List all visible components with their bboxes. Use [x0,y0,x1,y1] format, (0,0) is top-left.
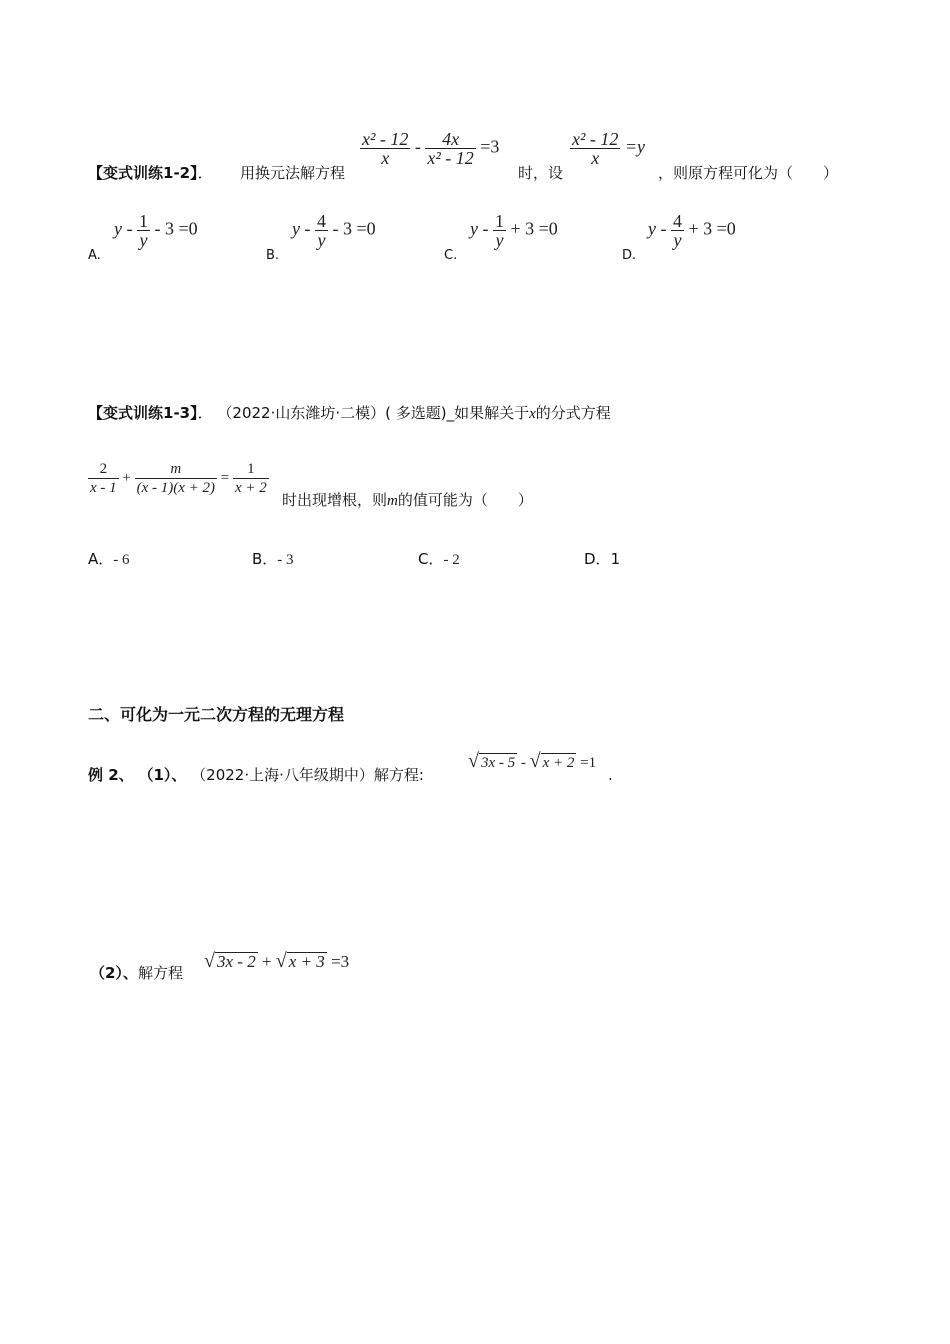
q12-intro: 用换元法解方程 [240,164,346,182]
q12-substitution: $\frac{\text{x² - 12}}{x}$ =y [572,129,646,168]
q13-option-d[interactable]: D．1 [584,550,621,568]
q13-heading: 【变式训练1-3】． （2022·山东潍坊·二模）( 多选题)_如果解关于x的分式方程 [88,404,611,422]
ex2b-heading: （2）、解方程 [90,964,183,982]
ex2b-equation: √ 3x - 2 + √ x + 3 =3 [204,950,350,972]
q12-label: 【变式训练1-2】． [88,164,213,182]
q13-intro: （2022·山东潍坊·二模）( 多选题)_如果解关于 [217,404,530,422]
q12-options: A. y - $\frac{1}{y}$ - 3 =0 B. y - $\frac{4}{y}$ - 3 =0 C. y - $\frac{1}{y}$ + 3 =0 D. y - $\frac{4}{y}$ + 3 =0 [88,211,736,263]
q13-option-a[interactable]: A．- 6 [88,550,130,568]
q13-option-c[interactable]: C．- 2 [418,550,460,568]
q12-mid: 时，设 [518,164,564,182]
section-title: 二、可化为一元二次方程的无理方程 [88,705,345,724]
q12-fraction-1: $\frac{\text{x² - 12}}{x}$ [362,129,409,168]
q13-equation: $\frac{2}{x - 1}$ + $\frac{m}{(x - 1)(x + 2)}$ = $\frac{1}{x + 2}$ [90,461,267,496]
ex2-heading: 例 2、 （1）、 （2022·上海·八年级期中）解方程: [88,766,424,784]
q13-condition: 时出现增根，则m的值可能为（ ） [282,491,533,509]
ex2-end: . [608,766,613,784]
q12-sub-fraction: $\frac{\text{x² - 12}}{x}$ [572,129,619,168]
q12-tail: ，则原方程可化为（ ） [658,164,839,182]
q13-option-b[interactable]: B．- 3 [252,550,294,568]
q13-options [88,548,788,572]
ex2-equation: √ 3x - 5 - √ x + 2 =1 [468,750,597,772]
q12-equation: $\frac{\text{x² - 12}}{x}$ - $\frac{4x}{\text{x² - 12}}$ =3 [362,129,500,168]
q12-fraction-2: $\frac{4x}{\text{x² - 12}}$ [427,129,474,168]
